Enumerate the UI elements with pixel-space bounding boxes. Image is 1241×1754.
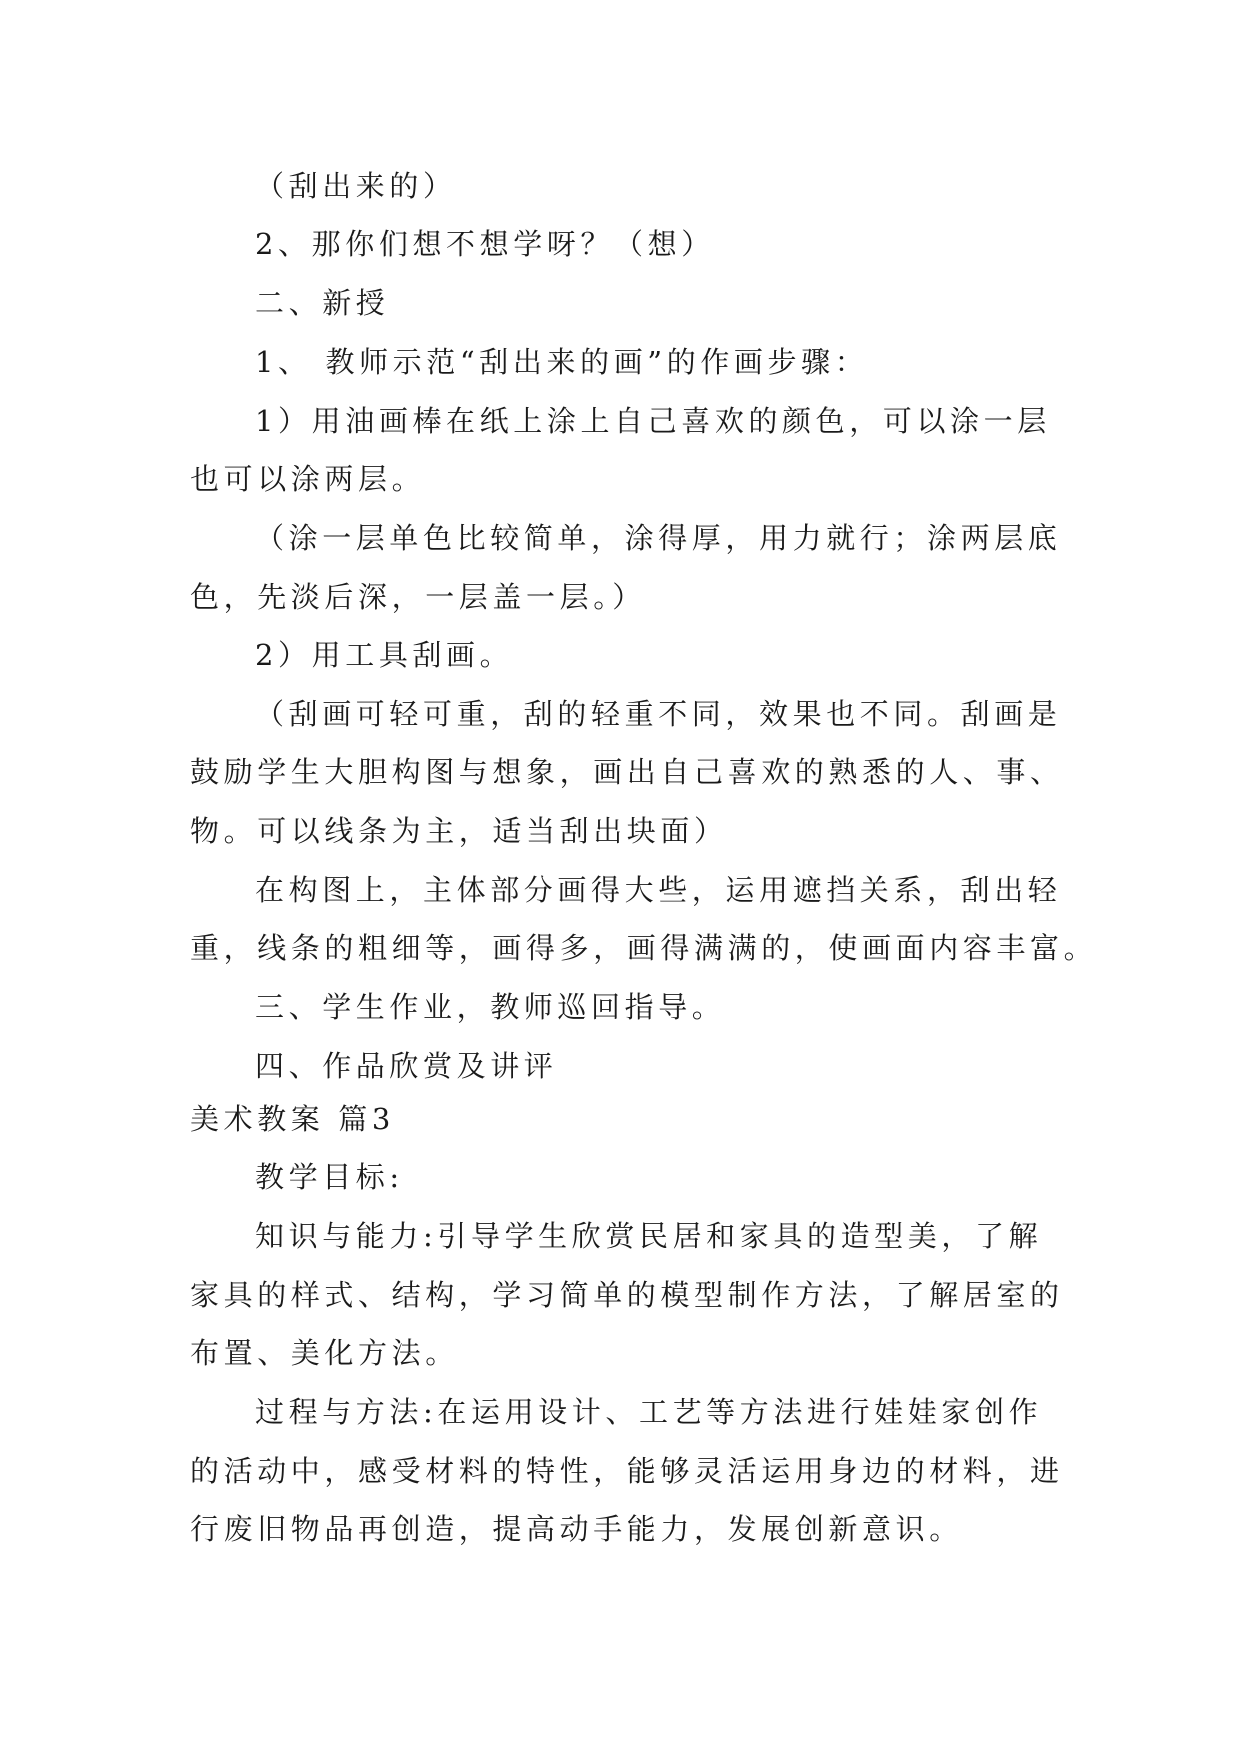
text-line: 也可以涂两层。 bbox=[190, 462, 426, 496]
text-line: 1）用油画棒在纸上涂上自己喜欢的颜色，可以涂一层 bbox=[255, 404, 1051, 438]
text-line: 过程与方法:在运用设计、工艺等方法进行娃娃家创作 bbox=[255, 1395, 1043, 1429]
text-line: 在构图上，主体部分画得大些，运用遮挡关系，刮出轻 bbox=[255, 873, 1062, 907]
text-line: 2、那你们想不想学呀？（想） bbox=[255, 227, 715, 261]
text-line: （刮出来的） bbox=[255, 169, 457, 203]
text-line: 2）用工具刮画。 bbox=[255, 638, 514, 672]
text-line: 家具的样式、结构，学习简单的模型制作方法，了解居室的 bbox=[190, 1278, 1064, 1312]
text-line: 的活动中，感受材料的特性，能够灵活运用身边的材料，进 bbox=[190, 1454, 1064, 1488]
text-line: 色，先淡后深，一层盖一层。） bbox=[190, 580, 646, 614]
text-line: 物。可以线条为主，适当刮出块面） bbox=[190, 814, 728, 848]
section-heading: 三、学生作业，教师巡回指导。 bbox=[255, 990, 726, 1024]
section-heading: 教学目标: bbox=[255, 1160, 404, 1194]
text-line: （刮画可轻可重，刮的轻重不同，效果也不同。刮画是 bbox=[255, 697, 1062, 731]
text-line: 鼓励学生大胆构图与想象，画出自己喜欢的熟悉的人、事、 bbox=[190, 755, 1064, 789]
text-line: 布置、美化方法。 bbox=[190, 1336, 459, 1370]
text-line: 行废旧物品再创造，提高动手能力，发展创新意识。 bbox=[190, 1512, 963, 1546]
section-heading: 二、新授 bbox=[255, 286, 390, 320]
article-title: 美术教案 篇3 bbox=[190, 1102, 395, 1136]
text-line: 知识与能力:引导学生欣赏民居和家具的造型美，了解 bbox=[255, 1219, 1043, 1253]
text-line: 重，线条的粗细等，画得多，画得满满的，使画面内容丰富。 bbox=[190, 931, 1098, 965]
section-heading: 四、作品欣赏及讲评 bbox=[255, 1049, 558, 1083]
text-line: 1、 教师示范“刮出来的画”的作画步骤： bbox=[255, 345, 869, 379]
text-line: （涂一层单色比较简单，涂得厚，用力就行；涂两层底 bbox=[255, 521, 1062, 555]
